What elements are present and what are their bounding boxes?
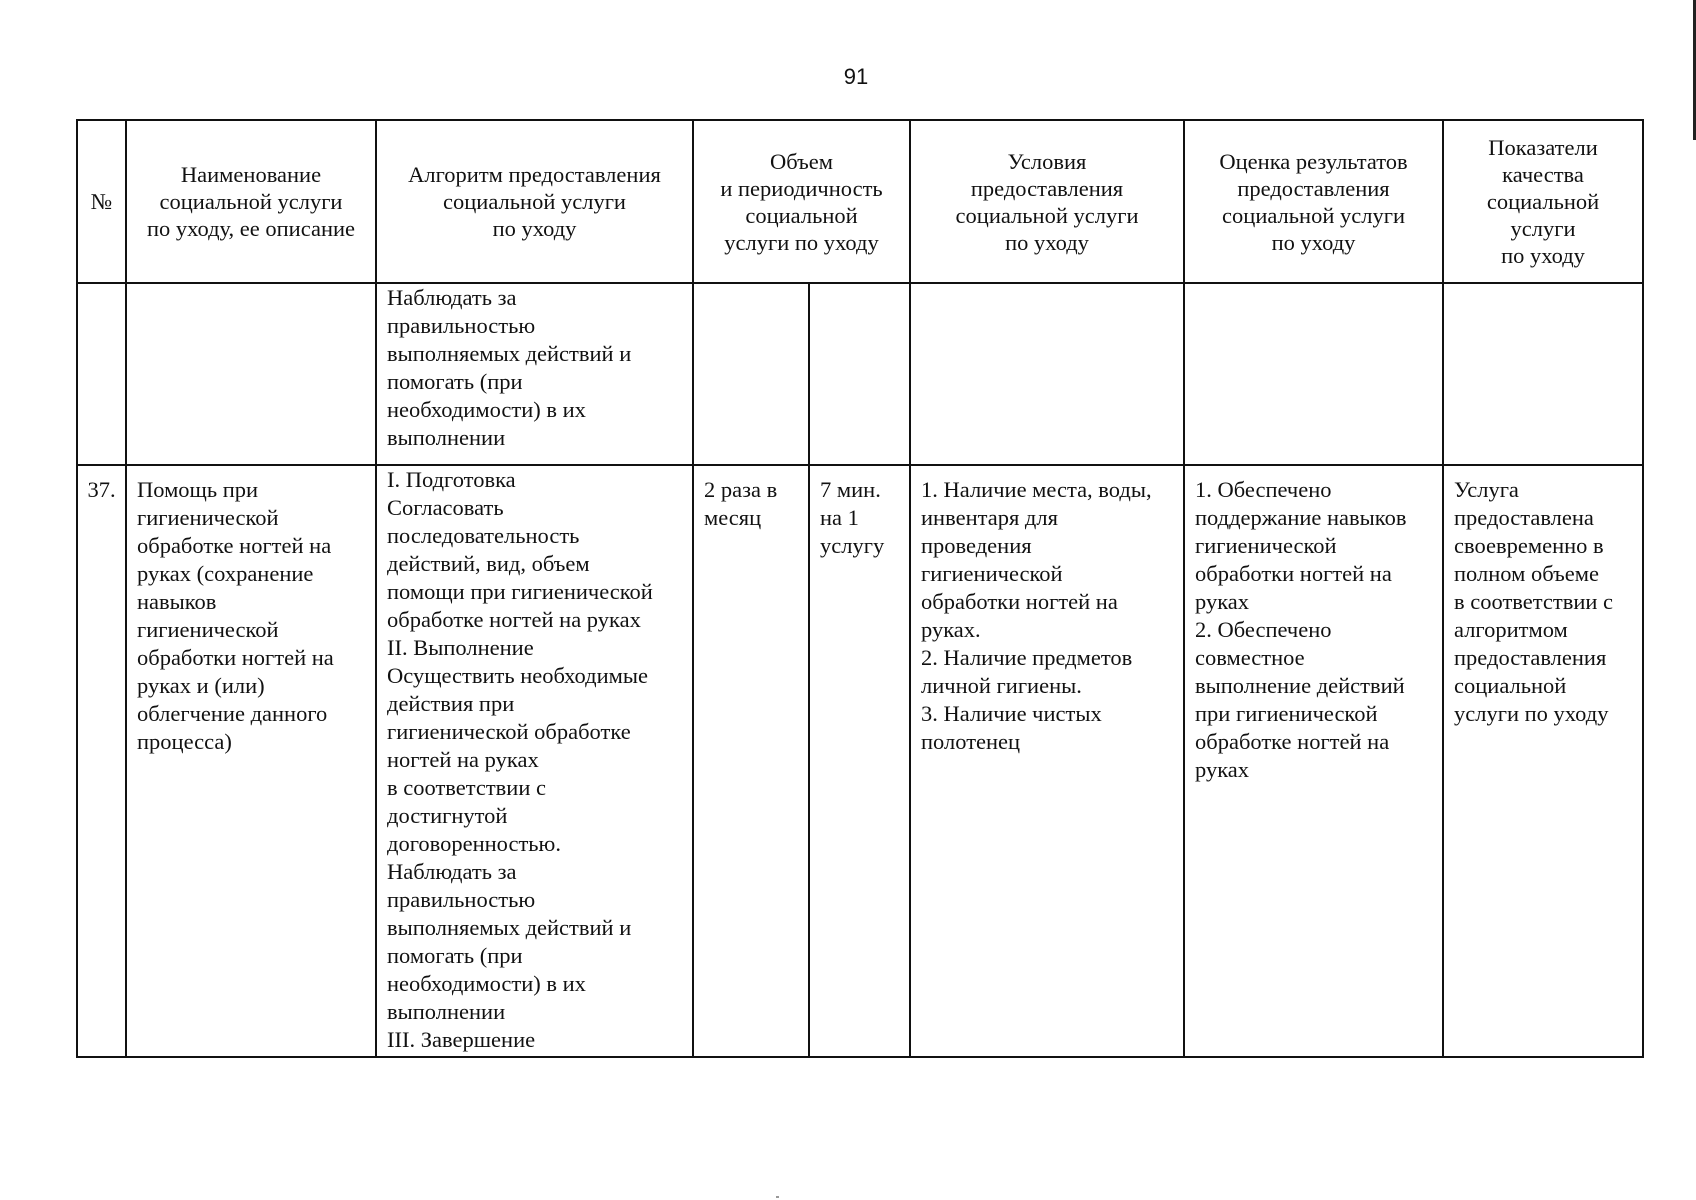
cell-frequency: 2 раза в месяц [693, 465, 809, 1057]
cell-algorithm: Наблюдать за правильностью выполняемых действий и помогать (при необходимости) в их выполнении [376, 283, 693, 465]
cell-num: 37. [77, 465, 126, 1057]
cell-num [77, 283, 126, 465]
header-name: Наименование социальной услуги по уходу, ее описание [126, 120, 376, 283]
cell-conditions [910, 283, 1184, 465]
cell-algorithm: I. Подготовка Согласовать последовательность действий, вид, объем помощи при гигиенической обработке ногтей на руках II. Выполнение Осуществить необходимые действия при гигиенической обработке ногтей на руках в соответствии с достигнутой договоренностью. Наблюдать за правильностью выполняемых действий и помогать (при необходимости) в их выполнении III. Завершение [376, 465, 693, 1057]
header-conditions: Условия предоставления социальной услуги по уходу [910, 120, 1184, 283]
cell-duration [809, 283, 910, 465]
cell-frequency [693, 283, 809, 465]
header-volume: Объем и периодичность социальной услуги по уходу [693, 120, 910, 283]
cell-evaluation [1184, 283, 1443, 465]
header-evaluation: Оценка результатов предоставления социальной услуги по уходу [1184, 120, 1443, 283]
services-table [76, 119, 1644, 1058]
table-row-continuation [77, 283, 1643, 465]
cell-evaluation: 1. Обеспечено поддержание навыков гигиенической обработки ногтей на руках 2. Обеспечено совместное выполнение действий при гигиенической обработке ногтей на руках [1184, 465, 1443, 1057]
cell-indicators [1443, 283, 1643, 465]
header-row [77, 120, 1643, 283]
cell-duration: 7 мин. на 1 услугу [809, 465, 910, 1057]
scan-speck [776, 1196, 779, 1198]
table-row-37 [77, 465, 1643, 1057]
header-algorithm: Алгоритм предоставления социальной услуги по уходу [376, 120, 693, 283]
cell-name [126, 283, 376, 465]
cell-indicators: Услуга предоставлена своевременно в полном объеме в соответствии с алгоритмом предоставления социальной услуги по уходу [1443, 465, 1643, 1057]
cell-conditions: 1. Наличие места, воды, инвентаря для проведения гигиенической обработки ногтей на руках. 2. Наличие предметов личной гигиены. 3. Наличие чистых полотенец [910, 465, 1184, 1057]
cell-name: Помощь при гигиенической обработке ногтей на руках (сохранение навыков гигиенической обработки ногтей на руках и (или) облегчение данного процесса) [126, 465, 376, 1057]
header-indicators: Показатели качества социальной услуги по уходу [1443, 120, 1643, 283]
header-num: № [77, 120, 126, 283]
page-number: 91 [843, 64, 869, 89]
